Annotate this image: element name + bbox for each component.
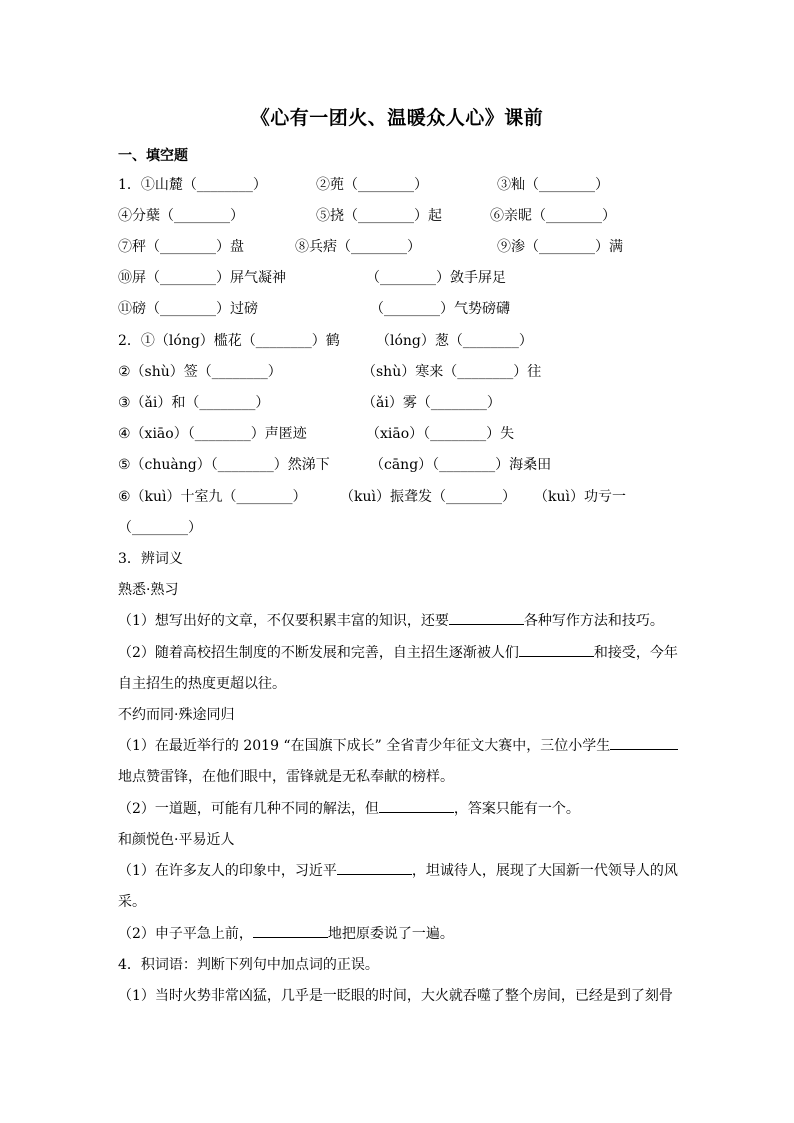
q2-row1-b: （lóng）葱（________） bbox=[376, 333, 533, 349]
q3-g1-s2-text-a: （2）随着高校招生制度的不断发展和完善，自主招生逐渐被人们 bbox=[118, 645, 519, 661]
q2-row5-a: ⑤（chuàng）（________）然涕下 bbox=[118, 457, 330, 473]
q2-row4-a: ④（xiāo）（________）声匿迹 bbox=[118, 426, 307, 442]
q2-row1-a: 2．①（lóng）槛花（________）鹤 bbox=[118, 333, 340, 349]
q3-g3-s1-continued: 采。 bbox=[118, 894, 146, 910]
q3-group2-pair: 不约而同·殊途同归 bbox=[118, 707, 235, 723]
q3-g2-sentence2 bbox=[118, 799, 580, 819]
q2-row2-b: （shù）寒来（________）往 bbox=[362, 364, 542, 380]
q1-row2-a: ④分蘖（________） bbox=[118, 208, 244, 224]
q1-row2-c: ⑥亲昵（________） bbox=[490, 208, 616, 224]
q1-row1-c: ③籼（________） bbox=[497, 177, 609, 193]
q2-row4-b: （xiāo）（________）失 bbox=[366, 426, 515, 442]
q1-row4-b: （________）敛手屏足 bbox=[366, 270, 506, 286]
q2-row3-a: ③（ǎi）和（________） bbox=[118, 395, 270, 411]
document-title: 《心有一团火、温暖众人心》课前 bbox=[250, 107, 544, 129]
q4-sentence1: （1）当时火势非常凶猛，几乎是一眨眼的时间，大火就吞噬了整个房间，已经是到了刻骨 bbox=[118, 988, 673, 1004]
q1-row1-a: 1．①山麓（________） bbox=[118, 177, 267, 193]
answer-blank[interactable] bbox=[449, 612, 524, 625]
q1-row3-a: ⑦秤（________）盘 bbox=[118, 239, 244, 255]
q1-row2-b: ⑤挠（________）起 bbox=[316, 208, 442, 224]
q3-g3-sentence1 bbox=[118, 861, 678, 881]
q3-g2-s2-text-b: ，答案只能有一个。 bbox=[453, 801, 580, 817]
q3-g1-s2-continued: 自主招生的热度更超以往。 bbox=[118, 676, 286, 692]
q1-row3-c: ⑨渗（________）满 bbox=[497, 239, 623, 255]
q3-g1-s1-text-b: 各种写作方法和技巧。 bbox=[523, 613, 664, 629]
q2-row6-a: ⑥（kuì）十室九（________） bbox=[118, 489, 307, 505]
q2-row2-a: ②（shù）签（________） bbox=[118, 364, 282, 380]
section-heading: 一、填空题 bbox=[118, 148, 188, 164]
answer-blank[interactable] bbox=[253, 925, 328, 938]
q2-row7: （________） bbox=[118, 520, 202, 536]
q3-g3-s2-text-b: 地把原委说了一遍。 bbox=[327, 926, 454, 942]
q3-g3-s1-text-b: ，坦诚待人，展现了大国新一代领导人的风 bbox=[411, 863, 678, 879]
q3-g1-s2-text-b: 和接受，今年 bbox=[593, 645, 678, 661]
q1-row5-a: ⑪磅（________）过磅 bbox=[118, 301, 258, 317]
q3-g3-s2-text-a: （2）申子平急上前， bbox=[118, 926, 253, 942]
q3-group1-pair: 熟悉·熟习 bbox=[118, 582, 179, 598]
q1-row3-b: ⑧兵痞（________） bbox=[295, 239, 421, 255]
answer-blank[interactable] bbox=[337, 862, 412, 875]
q3-g1-s1-text-a: （1）想写出好的文章，不仅要积累丰富的知识，还要 bbox=[118, 613, 449, 629]
q3-g3-sentence2 bbox=[118, 924, 454, 944]
q3-g2-sentence1 bbox=[118, 736, 678, 756]
q3-g1-sentence1 bbox=[118, 611, 664, 631]
q2-row3-b: （ǎi）雾（________） bbox=[362, 395, 501, 411]
q3-g1-sentence2 bbox=[118, 643, 678, 663]
q3-g3-s1-text-a: （1）在许多友人的印象中，习近平 bbox=[118, 863, 337, 879]
q3-g2-s2-text-a: （2）一道题，可能有几种不同的解法，但 bbox=[118, 801, 379, 817]
q1-row1-b: ②蔸（________） bbox=[316, 177, 428, 193]
q2-row6-b: （kuì）振聋发（________） bbox=[340, 489, 516, 505]
q2-row5-b: （cāng）（________）海桑田 bbox=[370, 457, 552, 473]
q4-heading: 4．积词语：判断下列句中加点词的正误。 bbox=[118, 957, 379, 973]
answer-blank[interactable] bbox=[379, 800, 454, 813]
q3-heading: 3．辨词义 bbox=[118, 551, 183, 567]
answer-blank[interactable] bbox=[519, 644, 594, 657]
q2-row6-c: （kuì）功亏一 bbox=[534, 489, 626, 505]
q1-row5-b: （________）气势磅礴 bbox=[370, 301, 510, 317]
q1-row4-a: ⑩屏（________）屏气凝神 bbox=[118, 270, 286, 286]
q3-group3-pair: 和颜悦色·平易近人 bbox=[118, 832, 235, 848]
q3-g2-s1-continued: 地点赞雷锋，在他们眼中，雷锋就是无私奉献的榜样。 bbox=[118, 769, 454, 785]
q3-g2-s1-text-a: （1）在最近举行的 2019 “在国旗下成长” 全省青少年征文大赛中，三位小学生 bbox=[118, 738, 611, 754]
answer-blank[interactable] bbox=[610, 737, 678, 750]
